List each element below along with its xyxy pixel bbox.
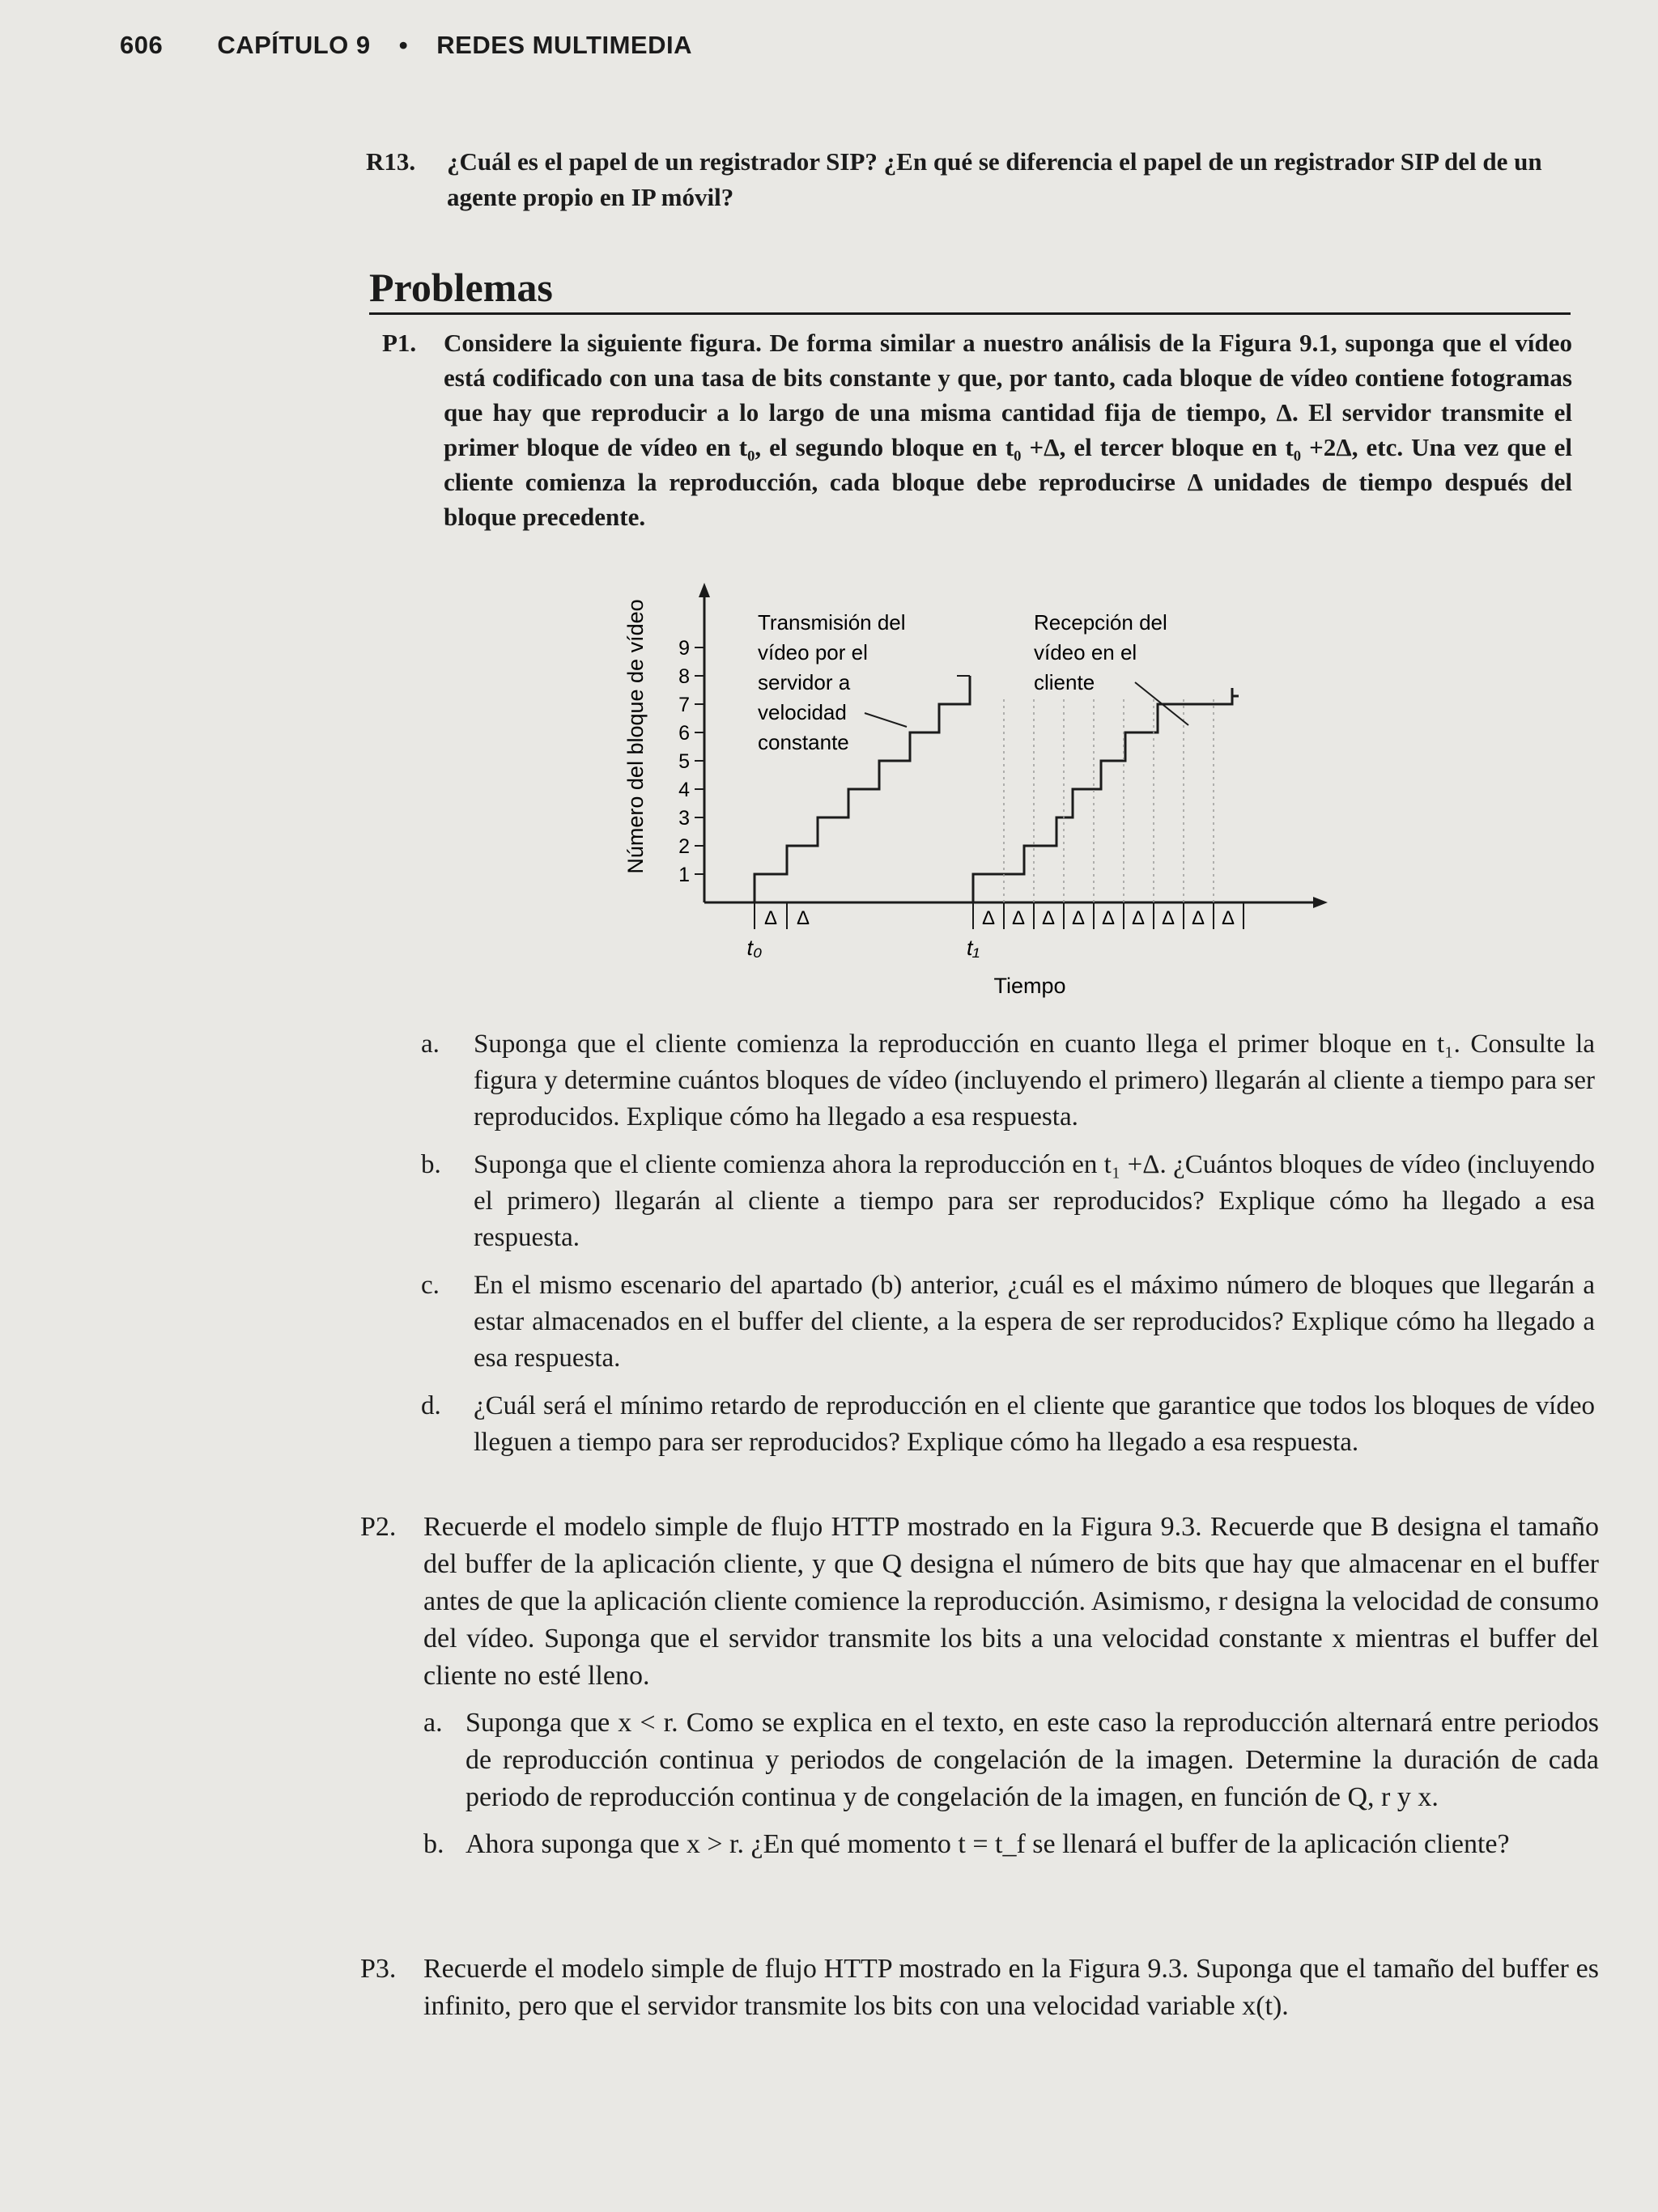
problem-text: Considere la siguiente figura. De forma similar a nuestro análisis de la Figura 9.1, suponga que el vídeo está codificado con una tasa de bits constante y que, por tanto, cada bloque de vídeo contiene fotogramas que hay que reproducir a lo largo de una misma cantidad fija de tiempo, Δ. El servidor transmite el primer bloque de vídeo en t₀, el segundo bloque en t₀ +Δ, el tercer bloque en t₀ +2Δ, etc. Una vez que el cliente comienza la reproducción, cada bloque debe reproducirse Δ unidades de tiempo después del bloque precedente. [444,329,1572,531]
y-tick-8 [678,665,704,688]
header-bullet: • [398,31,409,59]
delta-label: Δ [981,907,996,929]
y-tick-2 [678,835,704,858]
subquestion-c [421,1267,1595,1377]
subquestion-a [423,1705,1599,1816]
y-tick-label: 9 [678,637,690,660]
section-title: Problemas [369,265,553,310]
y-tick-1 [678,864,704,886]
delta-label: Δ [1161,907,1175,929]
problem-label: P2. [360,1512,397,1542]
transmission-pointer [865,713,907,727]
delta-label: Δ [1041,907,1056,929]
item-marker: d. [421,1391,441,1420]
item-text: En el mismo escenario del apartado (b) anterior, ¿cuál es el máximo número de bloques que llegarán a estar almacenados en el buffer del cliente, a la espera de ser reproducidos? Explique cómo ha llegado a esa respuesta. [474,1271,1595,1373]
review-question-r13 [366,144,1572,215]
t1-label: t₁ [966,936,980,960]
annotation-line: vídeo por el [758,640,868,664]
figure-svg [599,567,1344,1020]
figure-video-blocks [599,567,1344,1020]
item-text: Suponga que x < r. Como se explica en el texto, en este caso la reproducción alternará entre periodos de reproducción continua y periodos de congelación de la imagen. Determine la duración de cada periodo de reproducción continua y de congelación de la imagen, en función de Q, r y x. [466,1708,1599,1812]
y-ticks [678,637,704,886]
problem-label: P3. [360,1954,397,1984]
x-axis-title: Tiempo [993,974,1066,998]
delta-label: Δ [1011,907,1026,929]
problem-text: Recuerde el modelo simple de flujo HTTP mostrado en la Figura 9.3. Suponga que el tamaño del buffer es infinito, pero que el servidor transmite los bits con una velocidad variable x(t). [423,1954,1599,2021]
y-tick-label: 4 [678,779,690,801]
chapter-label: CAPÍTULO 9 [217,31,371,59]
y-tick-5 [678,750,704,773]
subquestion-b [423,1826,1599,1863]
item-text: Suponga que el cliente comienza la reproducción en cuanto llega el primer bloque en t₁. Consulte la figura y determine cuántos bloques de vídeo (incluyendo el primero) llegarán al cliente a tiempo para ser reproducidos. Explique cómo ha llegado a esa respuesta. [474,1030,1595,1131]
y-tick-4 [678,779,704,801]
annotation-line: constante [758,730,849,754]
problem-label: P1. [382,329,417,357]
delta-label: Δ [763,907,778,929]
chapter-title: REDES MULTIMEDIA [436,31,692,59]
p1-subquestions [421,1026,1595,1472]
y-tick-label: 7 [678,694,690,716]
annotation-line: Recepción del [1034,610,1167,635]
problem-p2 [360,1509,1599,1863]
x-axis-arrow [1313,897,1328,908]
delta-label: Δ [1221,907,1235,929]
item-text: Ahora suponga que x > r. ¿En qué momento t = t_f se llenará el buffer de la aplicación cliente? [466,1829,1510,1859]
y-tick-9 [678,637,704,660]
item-marker: b. [423,1829,444,1859]
annotation-line: vídeo en el [1034,640,1137,664]
page-number: 606 [120,31,164,59]
problem-p1 [382,325,1572,534]
delta-labels [764,907,1235,929]
item-marker: b. [421,1150,441,1179]
section-divider [369,312,1571,315]
question-label: R13. [366,147,416,176]
problem-p3 [360,1951,1599,2025]
item-text: Suponga que el cliente comienza ahora la reproducción en t₁ +Δ. ¿Cuántos bloques de vídeo (incluyendo el primero) llegarán al cliente a tiempo para ser reproducidos? Explique cómo ha llegado a esa respuesta. [474,1150,1595,1252]
y-tick-7 [678,694,704,716]
client-reception-staircase [973,696,1239,902]
y-tick-label: 1 [678,864,690,886]
item-marker: a. [421,1030,440,1059]
y-axis-title: Número del bloque de vídeo [623,599,648,874]
question-text: ¿Cuál es el papel de un registrador SIP? ¿En qué se diferencia el papel de un registrador SIP del de un agente propio en IP móvil? [447,147,1542,211]
subquestion-d [421,1388,1595,1461]
item-marker: a. [423,1708,443,1738]
annotation-line: velocidad [758,700,847,724]
annotation-line: servidor a [758,670,851,694]
annotation-line: Transmisión del [758,610,906,635]
y-tick-6 [678,722,704,745]
y-tick-label: 2 [678,835,690,858]
y-tick-label: 5 [678,750,690,773]
delta-label: Δ [1191,907,1205,929]
transmission-annotation [758,610,906,754]
delta-label: Δ [796,907,810,929]
y-tick-3 [678,807,704,830]
item-marker: c. [421,1271,440,1300]
delta-label: Δ [1101,907,1116,929]
delta-guides [1004,696,1214,902]
y-tick-label: 8 [678,665,690,688]
y-tick-label: 6 [678,722,690,745]
annotation-line: cliente [1034,670,1095,694]
delta-label: Δ [1071,907,1086,929]
problem-text: Recuerde el modelo simple de flujo HTTP mostrado en la Figura 9.3. Recuerde que B designa el tamaño del buffer de la aplicación cliente, y que Q designa el número de bits que hay que almacenar en el buffer antes de que la aplicación cliente comience la reproducción. Asimismo, r designa la velocidad de consumo del vídeo. Suponga que el servidor transmite los bits a una velocidad constante x mientras el buffer del cliente no esté lleno. [423,1512,1599,1691]
page-header [120,31,692,60]
reception-annotation [1034,610,1167,694]
item-text: ¿Cuál será el mínimo retardo de reproducción en el cliente que garantice que todos los bloques de vídeo lleguen a tiempo para ser reproducidos? Explique cómo ha llegado a esa respuesta. [474,1391,1595,1457]
subquestion-a [421,1026,1595,1136]
y-tick-label: 3 [678,807,690,830]
subquestion-b [421,1147,1595,1256]
y-axis-arrow [699,583,710,597]
delta-label: Δ [1131,907,1146,929]
t0-label: t₀ [746,936,763,960]
